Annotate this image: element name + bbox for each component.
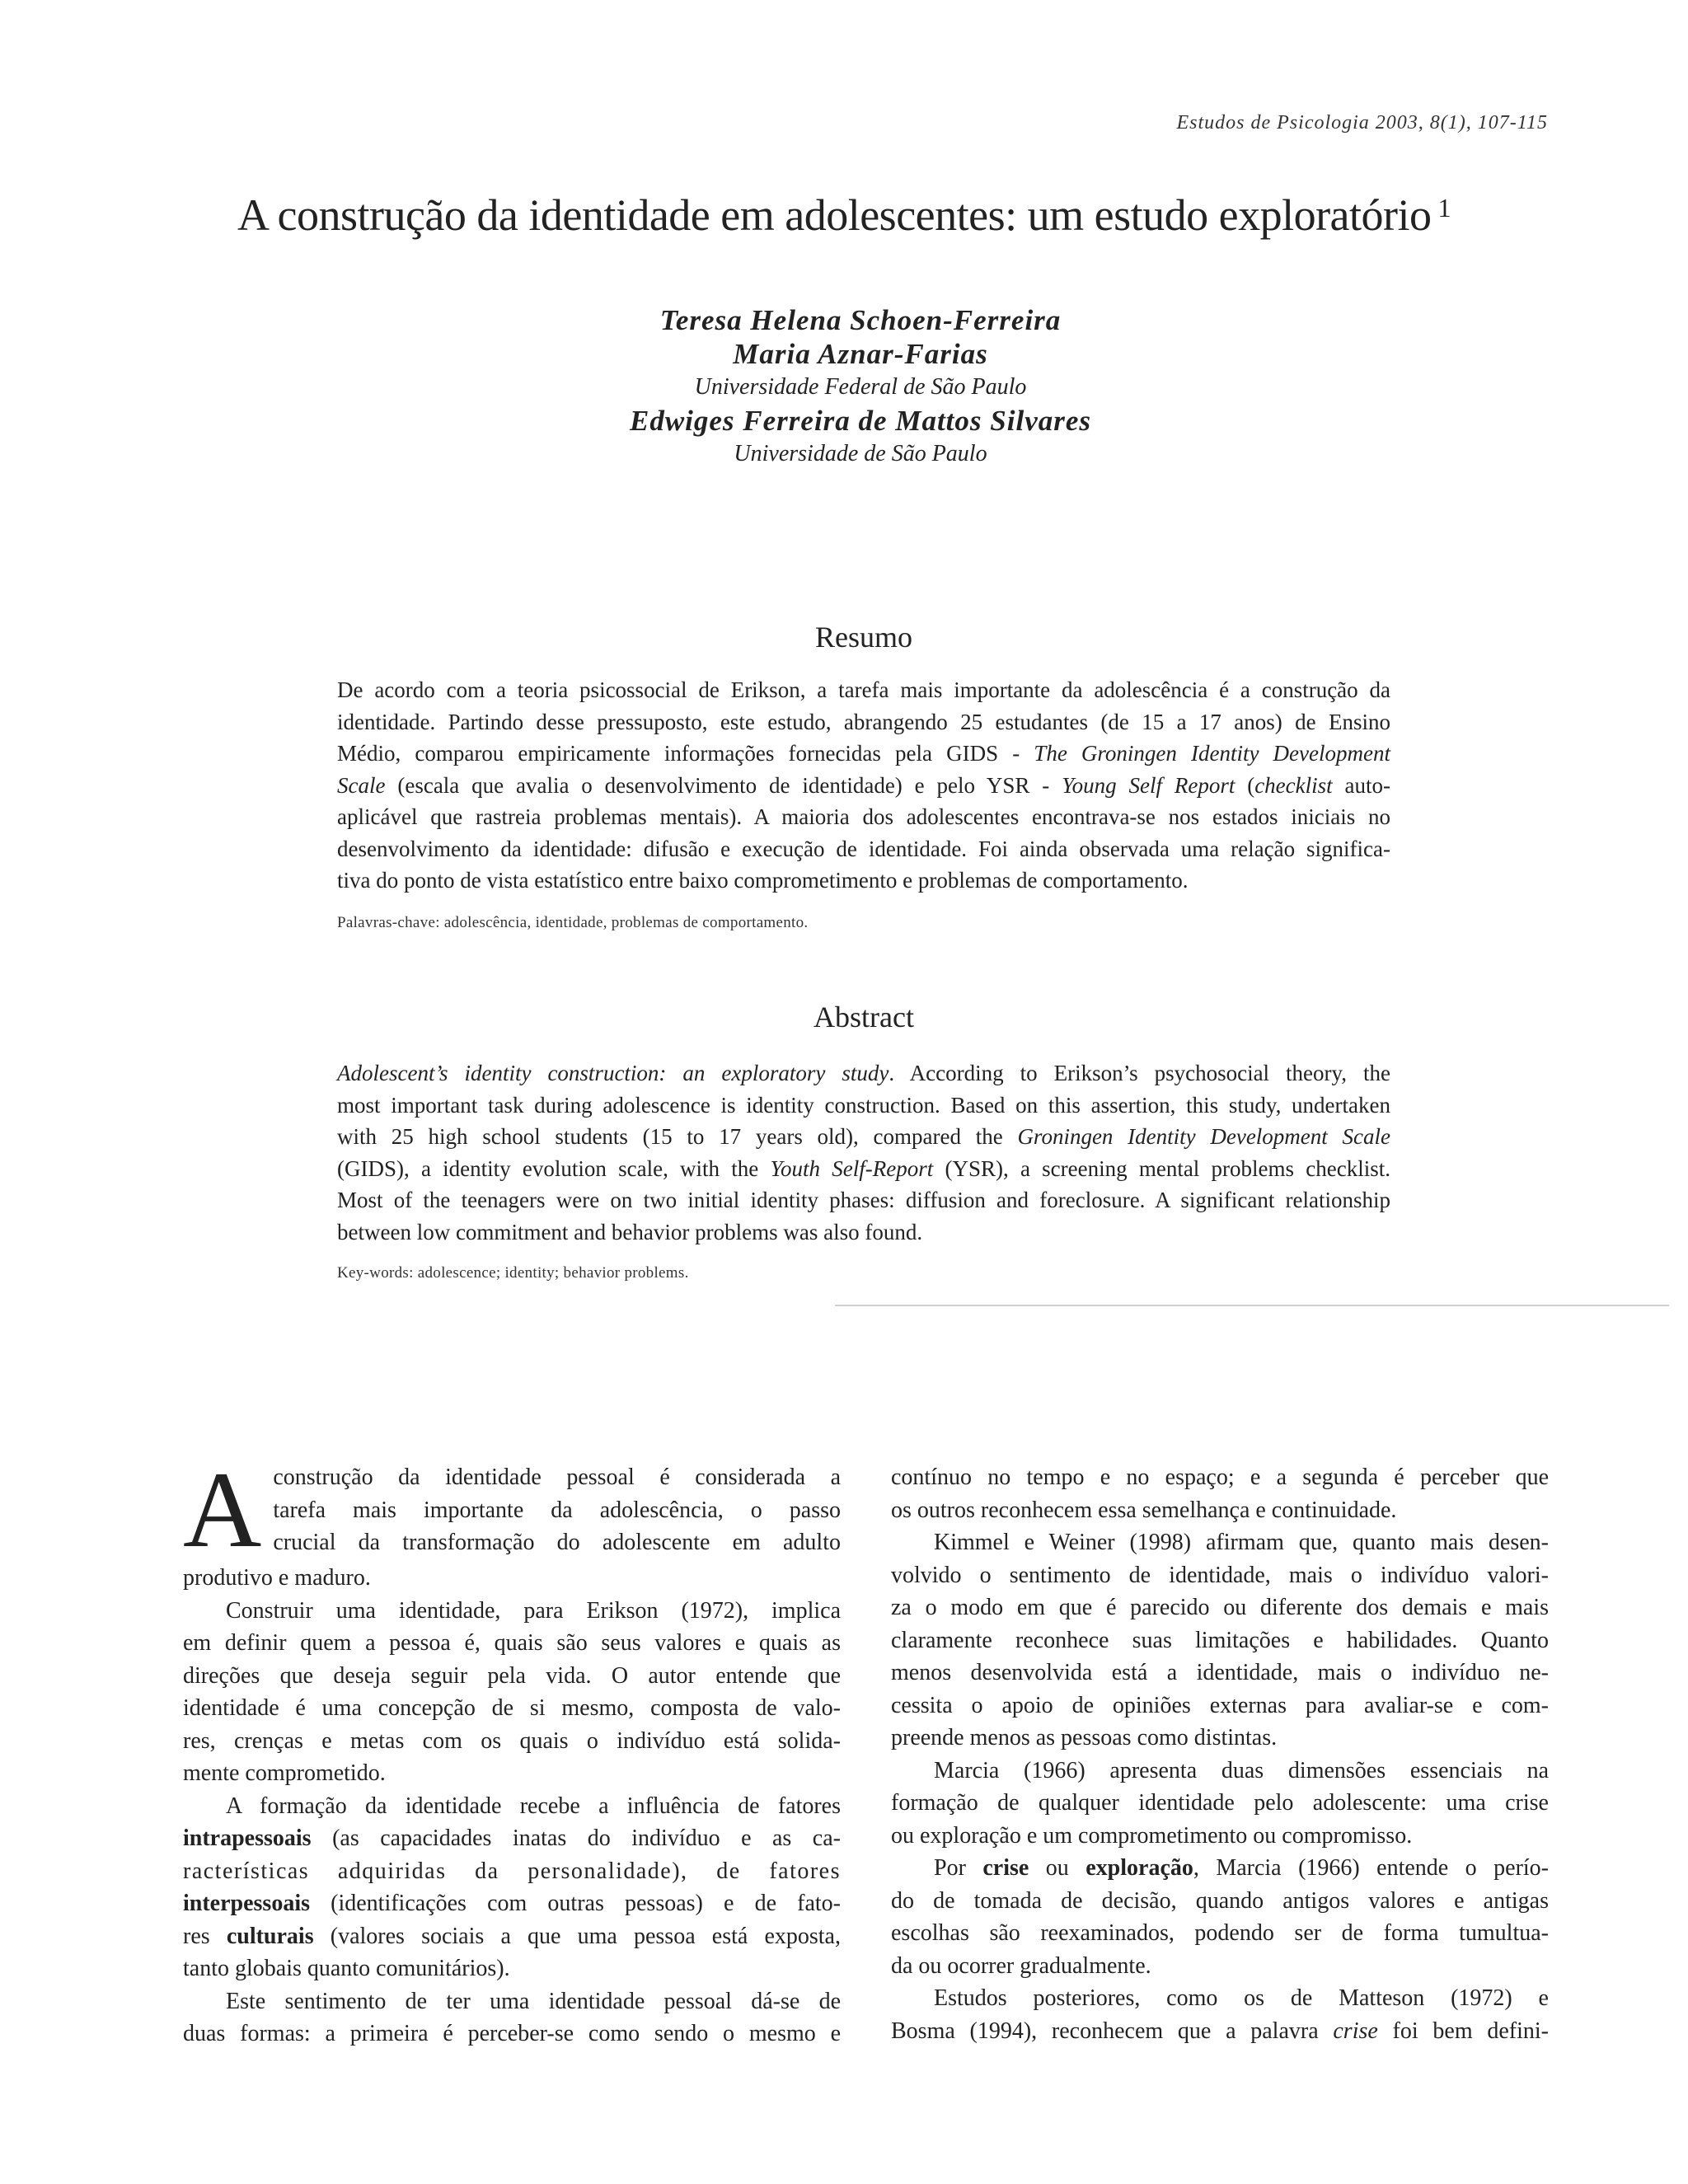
text-line: A formação da identidade recebe a influência de fatores <box>226 1793 841 1819</box>
text-line: racterísticas adquiridas da personalidade), de fatores <box>183 1858 841 1884</box>
title-footnote-marker: 1 <box>1437 193 1451 223</box>
text-line: Construir uma identidade, para Erikson (1972), implica <box>226 1597 841 1624</box>
text-line: interpessoais (identificações com outras pessoas) e de fato- <box>183 1891 841 1916</box>
text-line: preende menos as pessoas como distintas. <box>891 1725 1278 1750</box>
text-line: with 25 high school students (15 to 17 years old), compared the Groningen Identity Development Scale <box>337 1124 1390 1149</box>
author-name: Edwiges Ferreira de Mattos Silvares <box>629 405 1092 437</box>
text-line: (GIDS), a identity evolution scale, with the Youth Self-Report (YSR), a screening mental problems checklist. <box>337 1155 1390 1181</box>
text-line: claramente reconhece suas limitações e habilidades. Quanto <box>891 1627 1549 1653</box>
text-line: Bosma (1994), reconhecem que a palavra crise foi bem defini- <box>891 2018 1549 2044</box>
text-line: produtivo e maduro. <box>183 1565 371 1591</box>
text-line: Marcia (1966) apresenta duas dimensões essenciais na <box>934 1757 1549 1783</box>
author-name: Maria Aznar-Farias <box>733 338 988 370</box>
text-line: Médio, comparou empiricamente informações fornecidas pela GIDS - The Groningen Identity Development <box>337 741 1390 766</box>
text-line: Most of the teenagers were on two initial identity phases: diffusion and foreclosure. A significant relationship <box>337 1188 1390 1212</box>
text-line: cessita o apoio de opiniões externas para avaliar-se e com- <box>891 1692 1549 1718</box>
author-affiliation: Universidade de São Paulo <box>734 441 987 466</box>
text-line: tarefa mais importante da adolescência, o passo <box>273 1497 841 1523</box>
text-line: do de tomada de decisão, quando antigos valores e antigas <box>891 1887 1549 1914</box>
text-line: duas formas: a primeira é perceber-se como sendo o mesmo e <box>183 2021 841 2046</box>
text-line: res culturais (valores sociais a que uma pessoa está exposta, <box>183 1923 841 1949</box>
resumo-heading: Resumo <box>814 621 912 654</box>
text-line: De acordo com a teoria psicossocial de Erikson, a tarefa mais importante da adolescência é a construção da <box>337 677 1390 702</box>
text-line: Scale (escala que avalia o desenvolvimento de identidade) e pelo YSR - Young Self Report (checklist auto- <box>337 772 1390 798</box>
text-line: intrapessoais (as capacidades inatas do indivíduo e as ca- <box>183 1825 841 1851</box>
text-line: direções que deseja seguir pela vida. O autor entende que <box>183 1662 841 1689</box>
text-line: za o modo em que é parecido ou diferente dos demais e mais <box>891 1595 1549 1620</box>
abstract-keywords: Key-words: adolescence; identity; behavior problems. <box>337 1264 689 1282</box>
text-line: Este sentimento de ter uma identidade pessoal dá-se de <box>226 1988 841 2014</box>
body-column-right <box>891 1461 1549 2047</box>
page-title <box>0 190 1688 241</box>
text-line: aplicável que rastreia problemas mentais). A maioria dos adolescentes encontrava-se nos estados iniciais no <box>337 804 1390 829</box>
text-line: Kimmel e Weiner (1998) afirmam que, quanto mais desen- <box>934 1530 1549 1555</box>
text-line: Estudos posteriores, como os de Matteson (1972) e <box>934 1985 1549 2011</box>
text-line: Por crise ou exploração, Marcia (1966) entende o perío- <box>934 1855 1549 1881</box>
text-line: tiva do ponto de vista estatístico entre baixo comprometimento e problemas de comportamento. <box>337 868 1189 893</box>
text-line: identidade é uma concepção de si mesmo, composta de valo- <box>183 1695 841 1721</box>
text-line: formação de qualquer identidade pelo adolescente: uma crise <box>891 1790 1549 1816</box>
text-line: volvido o sentimento de identidade, mais o indivíduo valori- <box>891 1562 1549 1588</box>
text-line: mente comprometido. <box>183 1760 386 1786</box>
running-head: Estudos de Psicologia 2003, 8(1), 107-115 <box>1176 112 1548 134</box>
text-line: crucial da transformação do adolescente em adulto <box>273 1530 841 1555</box>
text-line: construção da identidade pessoal é considerada a <box>273 1465 841 1490</box>
text-line: desenvolvimento da identidade: difusão e execução de identidade. Foi ainda observada uma relação significa- <box>337 836 1390 861</box>
text-line: contínuo no tempo e no espaço; e a segunda é perceber que <box>891 1465 1549 1490</box>
text-line: escolhas são reexaminados, podendo ser de forma tumultua- <box>891 1920 1549 1946</box>
text-line: Adolescent’s identity construction: an exploratory study. According to Erikson’s psychosocial theory, the <box>337 1061 1390 1085</box>
text-line: most important task during adolescence is identity construction. Based on this assertion, this study, undertaken <box>337 1092 1390 1118</box>
text-line: menos desenvolvida está a identidade, mais o indivíduo ne- <box>891 1660 1549 1685</box>
section-divider <box>835 1305 1669 1306</box>
text-line: em definir quem a pessoa é, quais são seus valores e quais as <box>183 1630 841 1656</box>
resumo-keywords: Palavras-chave: adolescência, identidade, problemas de comportamento. <box>337 914 809 931</box>
text-line: da ou ocorrer gradualmente. <box>891 1952 1151 1979</box>
text-line: ou exploração e um comprometimento ou compromisso. <box>891 1822 1413 1849</box>
body-column-left <box>183 1449 841 2050</box>
text-line: identidade. Partindo desse pressuposto, este estudo, abrangendo 25 estudantes (de 15 a 17 anos) de Ensino <box>337 709 1390 734</box>
title-text: A construção da identidade em adolescentes: um estudo exploratório <box>237 190 1432 240</box>
text-line: tanto globais quanto comunitários). <box>183 1956 510 1981</box>
text-line: between low commitment and behavior problems was also found. <box>337 1219 923 1244</box>
author-block <box>0 303 1688 471</box>
text-line: os outros reconhecem essa semelhança e continuidade. <box>891 1497 1397 1523</box>
author-affiliation: Universidade Federal de São Paulo <box>694 374 1027 400</box>
author-name: Teresa Helena Schoen-Ferreira <box>659 304 1062 336</box>
resumo-text <box>337 674 1390 897</box>
drop-cap: A <box>183 1449 262 1570</box>
abstract-heading: Abstract <box>814 1001 914 1033</box>
abstract-text <box>337 1057 1390 1248</box>
text-line: res, crenças e metas com os quais o indivíduo está solida- <box>183 1727 841 1754</box>
